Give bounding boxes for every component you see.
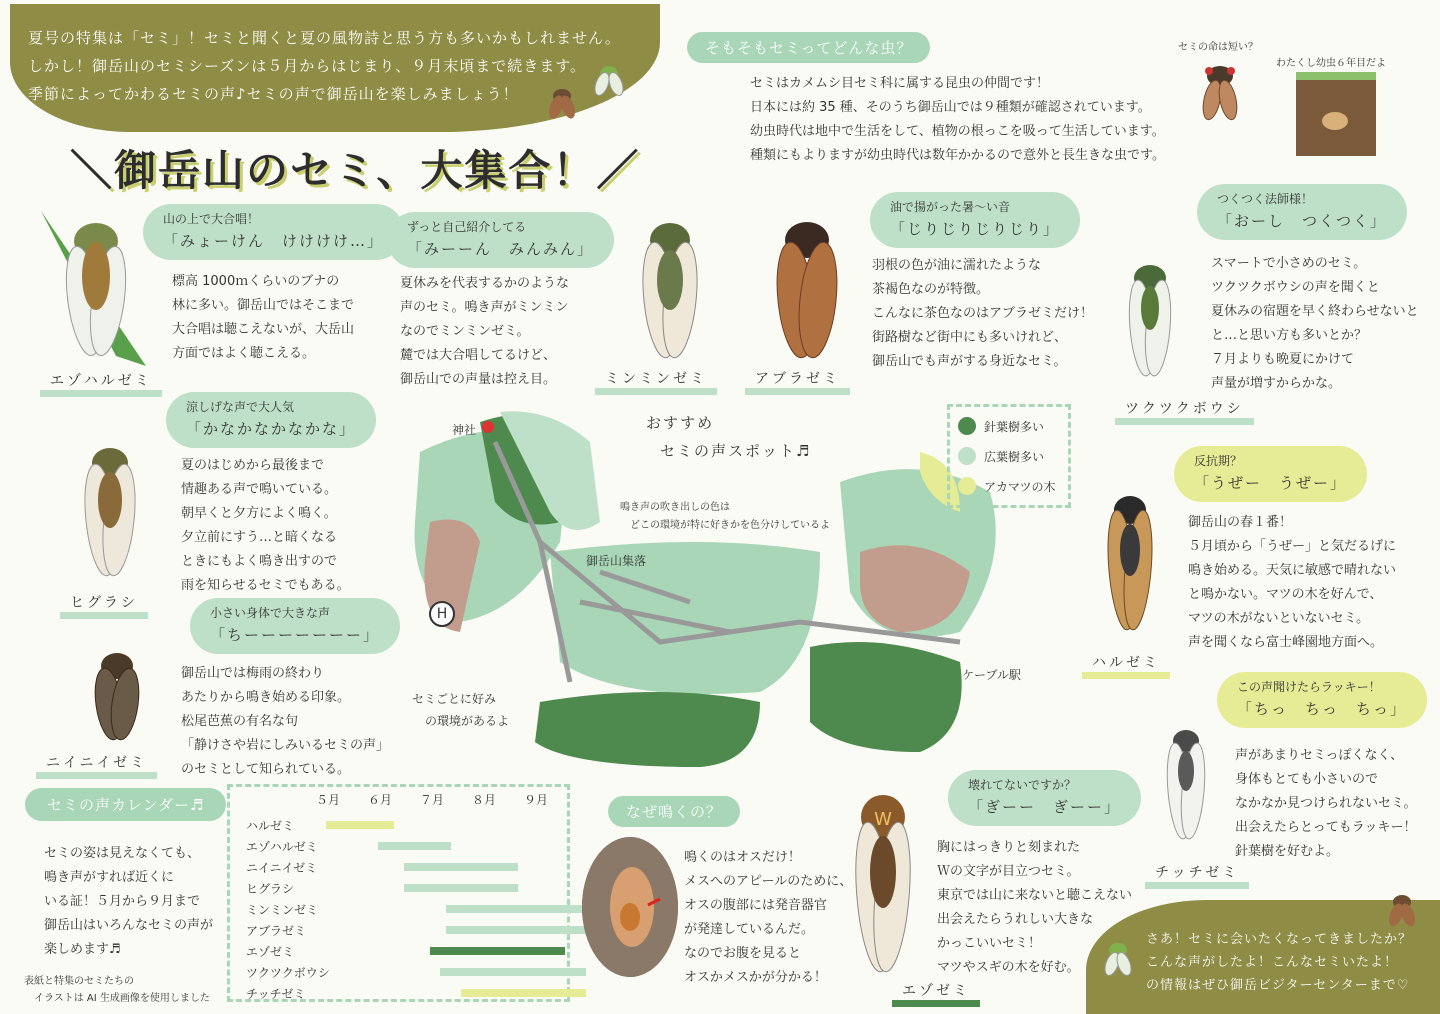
niiniizemi-illustration [82, 644, 152, 748]
calendar-bar [404, 884, 518, 892]
species-name: エゾゼミ [892, 982, 980, 1007]
map-title: おすすめ [646, 414, 715, 432]
svg-text:W: W [874, 809, 892, 830]
village-label: 御岳山集落 [586, 554, 647, 568]
calendar-month: ７月 [420, 793, 445, 807]
species-name: ニイニイゼミ [36, 754, 157, 779]
call-bubble [1197, 184, 1407, 240]
calendar-tag: セミの声カレンダー♬ [25, 788, 226, 821]
calendar-bar [430, 947, 565, 955]
call-bubble [166, 392, 376, 448]
green-cicada-icon [1100, 938, 1136, 982]
bubble-caption: つくつく法師様！ [1217, 192, 1314, 206]
about-line: セミはカメムシ目セミ科に属する昆虫の仲間です！ [750, 76, 1050, 91]
calendar-row-label: エゾハルゼミ [246, 840, 318, 854]
credit-line: 表紙と特集のセミたちの [24, 976, 134, 987]
larva-soil-illustration [1296, 72, 1376, 156]
intro-line: 季節によってかわるセミの声♪セミの声で御岳山を楽しみましょう！ [28, 85, 519, 103]
call-text: 「みょーけん けけけけ…」 [163, 232, 385, 250]
about-line: 幼虫時代は地中で生活をして、植物の根っこを吸って生活しています。 [750, 124, 1165, 139]
why-tag: なぜ鳴くの？ [608, 796, 740, 827]
calendar-chart [227, 784, 570, 1002]
call-bubble [870, 192, 1080, 248]
calendar-bar [378, 842, 451, 850]
legend-item: 針葉樹多い [958, 417, 1044, 435]
tsukutsukuboushi-illustration [1110, 248, 1190, 387]
shrine-label: 神社 [452, 423, 477, 437]
larva-caption: わたくし幼虫６年目だよ [1276, 58, 1386, 69]
calendar-row-label: ニイニイゼミ [246, 861, 318, 875]
call-bubble [948, 770, 1141, 826]
about-text [750, 72, 1165, 168]
calendar-month: ９月 [524, 793, 549, 807]
call-text: 「うぜー うぜー」 [1194, 474, 1348, 492]
calendar-bar [461, 989, 586, 997]
bubble-caption: 油で揚がった暑～い音 [890, 200, 1011, 214]
intro-line: 夏号の特集は「セミ」！セミと聞くと夏の風物詩と思う方も多いかもしれません。 [28, 29, 621, 47]
species-name: アブラゼミ [745, 370, 850, 395]
calendar-bar [404, 863, 518, 871]
green-cicada-icon [592, 58, 626, 98]
species-description: 標高 1000ｍくらいのブナの 林に多い。御岳山ではそこまで 大合唱は聴こえないが、大岳山 方面ではよく聴こえる。 [172, 274, 355, 361]
calendar-month: ６月 [368, 793, 393, 807]
calendar-row-label: アブラゼミ [246, 924, 307, 938]
species-name: エゾハルゼミ [40, 372, 162, 397]
footer-line: こんな声がしたよ！こんなセミいたよ！ [1146, 955, 1399, 970]
call-text: 「みーーん みんみん」 [407, 240, 595, 258]
life-question: セミの命は短い？ [1178, 42, 1258, 53]
haruzemi-illustration [1095, 480, 1165, 644]
brown-cicada-icon [545, 82, 579, 122]
calendar-row-label: ヒグラシ [246, 882, 295, 896]
ezoharuzemi-illustration [36, 196, 156, 375]
bubble-caption: この声聞けたらラッキー！ [1237, 680, 1381, 694]
map-note: 鳴き声の吹き出しの色は [620, 502, 730, 513]
call-bubble [1174, 446, 1367, 502]
calendar-row-label: ツクツクボウシ [246, 966, 330, 980]
cicada-illustration [1195, 56, 1245, 126]
about-tag: そもそもセミってどんな虫？ [687, 32, 930, 63]
about-line: 種類にもよりますが幼虫時代は数年かかるので意外と長生きな虫です。 [750, 148, 1165, 163]
footer-line: の情報はぜひ御岳ビジターセンターまで♡ [1146, 978, 1410, 993]
cable-station-label: ケーブル駅 [962, 668, 1021, 682]
legend-swatch [958, 447, 976, 465]
calendar-bar [446, 905, 586, 913]
species-description: スマートで小さめのセミ。 ツクツクボウシの声を聞くと 夏休みの宿題を早く終わらせないと と…と思い方も多いとか？ ７月よりも晩夏にかけて 声量が増すからかな。 [1211, 256, 1419, 391]
chicchizemi-illustration [1156, 716, 1216, 850]
legend-item: 広葉樹多い [958, 447, 1044, 465]
legend-swatch [958, 477, 976, 495]
species-name: ヒグラシ [60, 594, 148, 619]
page-title: ＼御岳山のセミ、大集合！／ [70, 146, 641, 195]
species-description: 夏のはじめから最後まで 情趣ある声で鳴いている。 朝早くと夕方によく鳴く。 夕立前にすう…と暗くなる ときにもよく鳴き出すので 雨を知らせるセミでもある。 [181, 458, 350, 593]
call-text: 「おーし つくつく」 [1217, 212, 1388, 230]
bubble-caption: 山の上で大合唱！ [163, 212, 260, 226]
species-name: ミンミンゼミ [595, 370, 717, 395]
species-description: 声があまりセミっぽくなく、 身体もとても小さいので なかなか見つけられないセミ。 出会えたらとってもラッキー！ 針葉樹を好むよ。 [1235, 748, 1417, 859]
calendar-row-label: チッチゼミ [246, 987, 306, 1001]
minminzemi-illustration [620, 200, 720, 374]
species-description: 御岳山では梅雨の終わり あたりから鳴き始める印象。 松尾芭蕉の有名な句 「静けさや岩にしみいるセミの声」 のセミとして知られている。 [181, 666, 390, 777]
legend-swatch [958, 417, 976, 435]
calendar-description: セミの姿は見えなくても、 鳴き声がすれば近くに いる証！５月から９月まで 御岳山はいろんなセミの声が 楽しめます♬ [44, 846, 214, 957]
calendar-row-label: エゾゼミ [246, 945, 295, 959]
call-text: 「ぎーー ぎーー」 [968, 798, 1122, 816]
environment-note: セミごとに好み [412, 692, 497, 706]
call-text: 「じりじりじりじり」 [890, 220, 1061, 238]
map-note: どこの環境が特に好きかを色分けしているよ [630, 520, 830, 531]
credit-line: イラストは AI 生成画像を使用しました [34, 993, 210, 1004]
call-text: 「ちーーーーーーー」 [210, 626, 381, 644]
environment-note: の環境があるよ [425, 714, 510, 728]
cicada-abdomen-photo [582, 837, 678, 977]
calendar-bar [446, 926, 586, 934]
species-name: ハルゼミ [1082, 654, 1170, 679]
call-text: 「かなかなかなかな」 [186, 420, 357, 438]
legend-item: アカマツの木 [958, 477, 1056, 495]
call-text: 「ちっ ちっ ちっ」 [1237, 700, 1408, 718]
map-legend [947, 404, 1071, 508]
bubble-caption: ずっと自己紹介してる [407, 220, 527, 234]
map-subtitle: セミの声スポット♬ [660, 442, 812, 460]
call-bubble [143, 204, 404, 260]
call-bubble [190, 598, 400, 654]
species-name: ツクツクボウシ [1115, 400, 1254, 425]
intro-line: しかし！御岳山のセミシーズンは５月からはじまり、９月末頃まで続きます。 [28, 57, 587, 75]
calendar-row-label: ミンミンゼミ [246, 903, 319, 917]
calendar-bar [326, 821, 394, 829]
bubble-caption: 反抗期？ [1194, 454, 1243, 468]
calendar-row-label: ハルゼミ [246, 819, 295, 833]
aburazemi-illustration [752, 200, 862, 374]
bubble-caption: 小さい身体で大きな声 [210, 606, 331, 620]
higurashi-illustration [65, 428, 155, 590]
species-name: チッチゼミ [1145, 864, 1249, 889]
heliport-mark: H [429, 601, 455, 627]
footer-line: さあ！セミに会いたくなってきましたか？ [1146, 932, 1413, 947]
about-line: 日本には約 35 種、そのうち御岳山では９種類が確認されています。 [750, 100, 1151, 115]
why-text: 鳴くのはオスだけ！ メスへのアピールのために、 オスの腹部には発音器官 が発達しているんだ。 なのでお腹を見ると オスかメスかが分かる！ [684, 850, 853, 985]
species-description: 夏休みを代表するかのような 声のセミ。鳴き声がミンミン なのでミンミンゼミ。 麓では大合唱してるけど、 御岳山での声量は控え目。 [400, 276, 570, 387]
bubble-caption: 壊れてないですか？ [968, 778, 1077, 792]
brown-cicada-icon [1382, 890, 1422, 934]
species-description: 胸にはっきりと刻まれた Ｗの文字が目立つセミ。 東京では山に来ないと聴こえない 出会えたらうれしい大きな かっこいいセミ！ マツやスギの木を好む。 [937, 840, 1133, 975]
calendar-bar [440, 968, 586, 976]
bubble-caption: 涼しげな声で大人気 [186, 400, 295, 414]
calendar-month: ８月 [472, 793, 497, 807]
calendar-month: ５月 [316, 793, 341, 807]
species-description: 羽根の色が油に濡れたような 茶褐色なのが特徴。 こんなに茶色なのはアブラゼミだけ！ 街路樹など街中にも多いけれど、 御岳山でも声がする身近なセミ。 [872, 258, 1094, 369]
call-bubble [387, 212, 614, 268]
species-description: 御岳山の春１番！ ５月頃から「うぜー」と気だるげに 鳴き始める。天気に敏感で晴れない と鳴かない。マツの木を好んで、 マツの木がないといないセミ。 声を聞くなら富士峰園地方面へ。 [1188, 515, 1397, 650]
call-bubble [1217, 672, 1427, 728]
